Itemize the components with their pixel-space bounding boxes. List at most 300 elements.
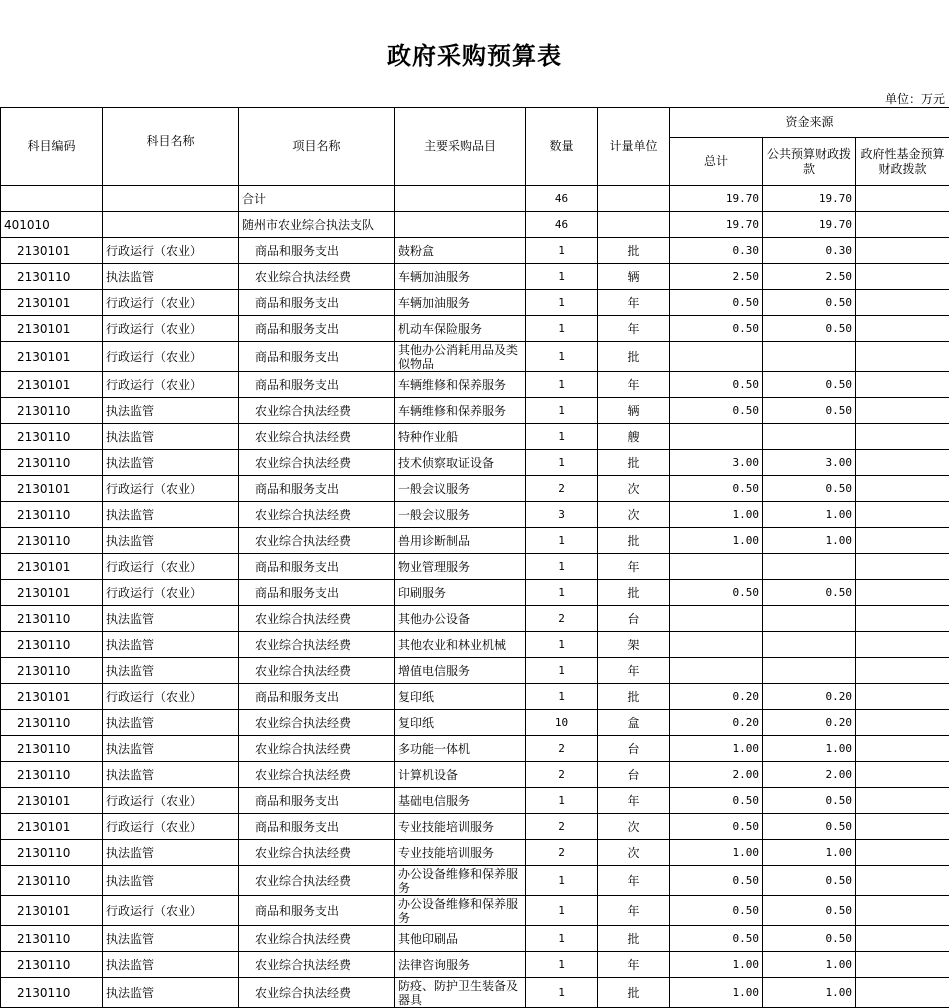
table-row bbox=[1, 316, 949, 342]
cell-item: 物业管理服务 bbox=[395, 554, 526, 580]
cell-name bbox=[103, 186, 239, 212]
cell-total: 3.00 bbox=[670, 450, 763, 476]
cell-code: 2130101 bbox=[1, 342, 103, 372]
page-title: 政府采购预算表 bbox=[0, 36, 949, 71]
cell-qty: 1 bbox=[526, 238, 598, 264]
cell-total: 0.50 bbox=[670, 866, 763, 896]
cell-fund bbox=[856, 788, 949, 814]
cell-name: 执法监管 bbox=[103, 424, 239, 450]
cell-code: 2130101 bbox=[1, 896, 103, 926]
cell-measure: 批 bbox=[598, 684, 670, 710]
cell-total: 0.50 bbox=[670, 926, 763, 952]
table-row bbox=[1, 424, 949, 450]
cell-qty: 1 bbox=[526, 580, 598, 606]
cell-total: 1.00 bbox=[670, 840, 763, 866]
cell-measure: 年 bbox=[598, 658, 670, 684]
cell-item: 其他印刷品 bbox=[395, 926, 526, 952]
cell-project: 商品和服务支出 bbox=[239, 342, 395, 372]
cell-public: 0.50 bbox=[763, 398, 856, 424]
cell-project: 农业综合执法经费 bbox=[239, 398, 395, 424]
cell-item: 其他办公消耗用品及类似物品 bbox=[395, 342, 526, 372]
header-funds: 资金来源 bbox=[670, 108, 949, 138]
cell-total: 2.00 bbox=[670, 762, 763, 788]
table-row bbox=[1, 896, 949, 926]
cell-measure bbox=[598, 212, 670, 238]
cell-public: 0.50 bbox=[763, 926, 856, 952]
cell-code: 2130101 bbox=[1, 554, 103, 580]
table-row bbox=[1, 840, 949, 866]
cell-item bbox=[395, 212, 526, 238]
table-row bbox=[1, 398, 949, 424]
cell-fund bbox=[856, 684, 949, 710]
cell-item: 多功能一体机 bbox=[395, 736, 526, 762]
cell-total: 1.00 bbox=[670, 952, 763, 978]
cell-measure: 辆 bbox=[598, 398, 670, 424]
cell-code: 2130110 bbox=[1, 710, 103, 736]
cell-public: 19.70 bbox=[763, 186, 856, 212]
cell-public: 0.50 bbox=[763, 580, 856, 606]
cell-total: 19.70 bbox=[670, 212, 763, 238]
table-row bbox=[1, 450, 949, 476]
cell-project: 农业综合执法经费 bbox=[239, 528, 395, 554]
cell-total: 1.00 bbox=[670, 502, 763, 528]
cell-measure: 年 bbox=[598, 372, 670, 398]
cell-fund bbox=[856, 450, 949, 476]
cell-public: 0.30 bbox=[763, 238, 856, 264]
cell-public: 2.50 bbox=[763, 264, 856, 290]
cell-public: 2.00 bbox=[763, 762, 856, 788]
cell-item: 其他农业和林业机械 bbox=[395, 632, 526, 658]
cell-project: 农业综合执法经费 bbox=[239, 926, 395, 952]
table-row bbox=[1, 528, 949, 554]
cell-total: 0.20 bbox=[670, 710, 763, 736]
table-row bbox=[1, 658, 949, 684]
cell-total bbox=[670, 424, 763, 450]
cell-item: 车辆加油服务 bbox=[395, 290, 526, 316]
cell-project: 商品和服务支出 bbox=[239, 684, 395, 710]
cell-qty: 2 bbox=[526, 840, 598, 866]
cell-code: 2130101 bbox=[1, 788, 103, 814]
cell-name: 执法监管 bbox=[103, 710, 239, 736]
table-row bbox=[1, 866, 949, 896]
cell-item: 复印纸 bbox=[395, 710, 526, 736]
cell-name: 行政运行（农业） bbox=[103, 238, 239, 264]
cell-measure: 辆 bbox=[598, 264, 670, 290]
table-row bbox=[1, 606, 949, 632]
cell-item: 专业技能培训服务 bbox=[395, 840, 526, 866]
cell-qty: 1 bbox=[526, 316, 598, 342]
cell-name: 执法监管 bbox=[103, 450, 239, 476]
cell-measure: 批 bbox=[598, 450, 670, 476]
cell-item: 特种作业船 bbox=[395, 424, 526, 450]
table-row bbox=[1, 762, 949, 788]
cell-fund bbox=[856, 398, 949, 424]
cell-project: 农业综合执法经费 bbox=[239, 502, 395, 528]
cell-code: 2130110 bbox=[1, 424, 103, 450]
cell-code: 2130110 bbox=[1, 658, 103, 684]
unit-label: 单位：万元 bbox=[885, 90, 945, 107]
cell-name: 执法监管 bbox=[103, 762, 239, 788]
header-item: 主要采购品目 bbox=[395, 108, 526, 186]
table-body bbox=[1, 186, 949, 1008]
cell-measure: 台 bbox=[598, 606, 670, 632]
cell-project: 商品和服务支出 bbox=[239, 372, 395, 398]
cell-measure: 年 bbox=[598, 554, 670, 580]
cell-item: 车辆维修和保养服务 bbox=[395, 398, 526, 424]
cell-item: 办公设备维修和保养服务 bbox=[395, 896, 526, 926]
header-name: 科目名称 bbox=[103, 108, 239, 186]
cell-public: 1.00 bbox=[763, 502, 856, 528]
cell-name: 执法监管 bbox=[103, 840, 239, 866]
cell-qty: 1 bbox=[526, 398, 598, 424]
header-total: 总计 bbox=[670, 138, 763, 186]
cell-code: 2130101 bbox=[1, 316, 103, 342]
cell-project: 农业综合执法经费 bbox=[239, 606, 395, 632]
cell-measure: 批 bbox=[598, 528, 670, 554]
cell-total: 1.00 bbox=[670, 528, 763, 554]
cell-qty: 46 bbox=[526, 212, 598, 238]
cell-name: 行政运行（农业） bbox=[103, 316, 239, 342]
cell-name: 执法监管 bbox=[103, 528, 239, 554]
table-row bbox=[1, 580, 949, 606]
cell-fund bbox=[856, 736, 949, 762]
cell-code: 2130110 bbox=[1, 398, 103, 424]
cell-name: 执法监管 bbox=[103, 632, 239, 658]
cell-item: 基础电信服务 bbox=[395, 788, 526, 814]
cell-fund bbox=[856, 814, 949, 840]
header-measure: 计量单位 bbox=[598, 108, 670, 186]
cell-measure: 年 bbox=[598, 896, 670, 926]
cell-name: 执法监管 bbox=[103, 606, 239, 632]
table-row bbox=[1, 238, 949, 264]
cell-item: 一般会议服务 bbox=[395, 476, 526, 502]
table-row bbox=[1, 926, 949, 952]
cell-measure: 次 bbox=[598, 476, 670, 502]
cell-code: 2130110 bbox=[1, 926, 103, 952]
cell-fund bbox=[856, 264, 949, 290]
cell-total: 0.50 bbox=[670, 814, 763, 840]
cell-total: 0.50 bbox=[670, 398, 763, 424]
cell-fund bbox=[856, 866, 949, 896]
cell-name: 行政运行（农业） bbox=[103, 554, 239, 580]
cell-qty: 10 bbox=[526, 710, 598, 736]
cell-code: 2130110 bbox=[1, 606, 103, 632]
cell-code: 2130101 bbox=[1, 238, 103, 264]
cell-project: 农业综合执法经费 bbox=[239, 450, 395, 476]
cell-qty: 2 bbox=[526, 476, 598, 502]
cell-code: 2130101 bbox=[1, 814, 103, 840]
cell-project: 商品和服务支出 bbox=[239, 788, 395, 814]
cell-fund bbox=[856, 926, 949, 952]
cell-fund bbox=[856, 632, 949, 658]
cell-code: 401010 bbox=[1, 212, 103, 238]
cell-item: 一般会议服务 bbox=[395, 502, 526, 528]
cell-total: 0.50 bbox=[670, 896, 763, 926]
cell-public: 0.50 bbox=[763, 866, 856, 896]
cell-measure: 架 bbox=[598, 632, 670, 658]
cell-public: 1.00 bbox=[763, 736, 856, 762]
cell-item: 鼓粉盒 bbox=[395, 238, 526, 264]
cell-item: 法律咨询服务 bbox=[395, 952, 526, 978]
header-fund: 政府性基金预算财政拨款 bbox=[856, 138, 949, 186]
cell-total bbox=[670, 658, 763, 684]
cell-item: 车辆加油服务 bbox=[395, 264, 526, 290]
cell-qty: 1 bbox=[526, 896, 598, 926]
table-row bbox=[1, 212, 949, 238]
cell-item bbox=[395, 186, 526, 212]
cell-item: 专业技能培训服务 bbox=[395, 814, 526, 840]
cell-measure: 批 bbox=[598, 238, 670, 264]
cell-fund bbox=[856, 978, 949, 1008]
cell-total: 0.50 bbox=[670, 372, 763, 398]
table-row bbox=[1, 264, 949, 290]
cell-qty: 1 bbox=[526, 264, 598, 290]
header-project: 项目名称 bbox=[239, 108, 395, 186]
cell-qty: 1 bbox=[526, 424, 598, 450]
cell-code: 2130110 bbox=[1, 736, 103, 762]
cell-name: 行政运行（农业） bbox=[103, 580, 239, 606]
cell-code: 2130110 bbox=[1, 528, 103, 554]
cell-fund bbox=[856, 710, 949, 736]
table-row bbox=[1, 342, 949, 372]
cell-name: 行政运行（农业） bbox=[103, 896, 239, 926]
cell-qty: 46 bbox=[526, 186, 598, 212]
cell-item: 增值电信服务 bbox=[395, 658, 526, 684]
cell-measure: 台 bbox=[598, 762, 670, 788]
cell-fund bbox=[856, 212, 949, 238]
cell-project: 商品和服务支出 bbox=[239, 814, 395, 840]
cell-item: 办公设备维修和保养服务 bbox=[395, 866, 526, 896]
cell-code: 2130101 bbox=[1, 290, 103, 316]
cell-total: 0.50 bbox=[670, 316, 763, 342]
cell-project: 农业综合执法经费 bbox=[239, 632, 395, 658]
cell-name bbox=[103, 212, 239, 238]
cell-measure: 年 bbox=[598, 788, 670, 814]
table-row bbox=[1, 814, 949, 840]
cell-total bbox=[670, 606, 763, 632]
cell-code: 2130110 bbox=[1, 978, 103, 1008]
cell-name: 行政运行（农业） bbox=[103, 814, 239, 840]
cell-fund bbox=[856, 658, 949, 684]
cell-project: 农业综合执法经费 bbox=[239, 424, 395, 450]
cell-project: 农业综合执法经费 bbox=[239, 264, 395, 290]
cell-total: 0.30 bbox=[670, 238, 763, 264]
cell-measure: 批 bbox=[598, 978, 670, 1008]
cell-public bbox=[763, 342, 856, 372]
cell-total: 0.20 bbox=[670, 684, 763, 710]
cell-code: 2130110 bbox=[1, 502, 103, 528]
cell-public: 0.20 bbox=[763, 684, 856, 710]
cell-public: 0.50 bbox=[763, 290, 856, 316]
cell-name: 执法监管 bbox=[103, 978, 239, 1008]
table-row bbox=[1, 476, 949, 502]
cell-project: 商品和服务支出 bbox=[239, 476, 395, 502]
cell-total: 0.50 bbox=[670, 290, 763, 316]
cell-name: 执法监管 bbox=[103, 658, 239, 684]
cell-item: 机动车保险服务 bbox=[395, 316, 526, 342]
cell-total: 0.50 bbox=[670, 580, 763, 606]
table-row bbox=[1, 372, 949, 398]
cell-qty: 1 bbox=[526, 290, 598, 316]
cell-qty: 3 bbox=[526, 502, 598, 528]
cell-project: 农业综合执法经费 bbox=[239, 658, 395, 684]
cell-measure: 批 bbox=[598, 926, 670, 952]
cell-project: 合计 bbox=[239, 186, 395, 212]
cell-fund bbox=[856, 952, 949, 978]
cell-project: 农业综合执法经费 bbox=[239, 866, 395, 896]
cell-public: 0.50 bbox=[763, 372, 856, 398]
cell-qty: 1 bbox=[526, 952, 598, 978]
cell-public: 19.70 bbox=[763, 212, 856, 238]
cell-measure: 盒 bbox=[598, 710, 670, 736]
cell-item: 防疫、防护卫生装备及器具 bbox=[395, 978, 526, 1008]
cell-total: 19.70 bbox=[670, 186, 763, 212]
table-row bbox=[1, 788, 949, 814]
cell-measure: 年 bbox=[598, 290, 670, 316]
cell-public: 0.50 bbox=[763, 316, 856, 342]
cell-name: 执法监管 bbox=[103, 952, 239, 978]
cell-qty: 1 bbox=[526, 342, 598, 372]
cell-fund bbox=[856, 580, 949, 606]
cell-project: 随州市农业综合执法支队 bbox=[239, 212, 395, 238]
header-qty: 数量 bbox=[526, 108, 598, 186]
cell-name: 执法监管 bbox=[103, 926, 239, 952]
cell-measure: 批 bbox=[598, 342, 670, 372]
cell-code bbox=[1, 186, 103, 212]
cell-fund bbox=[856, 342, 949, 372]
cell-qty: 1 bbox=[526, 528, 598, 554]
cell-fund bbox=[856, 372, 949, 398]
table-row bbox=[1, 952, 949, 978]
cell-name: 行政运行（农业） bbox=[103, 342, 239, 372]
cell-fund bbox=[856, 476, 949, 502]
cell-project: 农业综合执法经费 bbox=[239, 710, 395, 736]
cell-code: 2130110 bbox=[1, 632, 103, 658]
cell-public: 0.50 bbox=[763, 814, 856, 840]
cell-public bbox=[763, 606, 856, 632]
cell-qty: 1 bbox=[526, 658, 598, 684]
table-row bbox=[1, 632, 949, 658]
table-row bbox=[1, 290, 949, 316]
table-row bbox=[1, 186, 949, 212]
cell-measure: 次 bbox=[598, 502, 670, 528]
cell-public: 1.00 bbox=[763, 840, 856, 866]
cell-item: 复印纸 bbox=[395, 684, 526, 710]
cell-measure: 艘 bbox=[598, 424, 670, 450]
cell-code: 2130110 bbox=[1, 264, 103, 290]
cell-code: 2130110 bbox=[1, 840, 103, 866]
cell-project: 商品和服务支出 bbox=[239, 290, 395, 316]
cell-code: 2130110 bbox=[1, 450, 103, 476]
cell-qty: 2 bbox=[526, 606, 598, 632]
cell-measure: 台 bbox=[598, 736, 670, 762]
cell-name: 行政运行（农业） bbox=[103, 788, 239, 814]
cell-item: 其他办公设备 bbox=[395, 606, 526, 632]
cell-fund bbox=[856, 316, 949, 342]
table-row bbox=[1, 736, 949, 762]
cell-project: 农业综合执法经费 bbox=[239, 978, 395, 1008]
cell-total bbox=[670, 554, 763, 580]
cell-fund bbox=[856, 528, 949, 554]
table-row bbox=[1, 554, 949, 580]
cell-qty: 1 bbox=[526, 788, 598, 814]
table-row bbox=[1, 684, 949, 710]
cell-project: 农业综合执法经费 bbox=[239, 952, 395, 978]
cell-fund bbox=[856, 840, 949, 866]
cell-fund bbox=[856, 762, 949, 788]
cell-project: 商品和服务支出 bbox=[239, 316, 395, 342]
cell-total: 2.50 bbox=[670, 264, 763, 290]
cell-fund bbox=[856, 502, 949, 528]
cell-qty: 1 bbox=[526, 450, 598, 476]
header-code: 科目编码 bbox=[1, 108, 103, 186]
table-row bbox=[1, 978, 949, 1008]
budget-table bbox=[0, 107, 949, 1008]
cell-item: 车辆维修和保养服务 bbox=[395, 372, 526, 398]
cell-name: 行政运行（农业） bbox=[103, 684, 239, 710]
cell-qty: 1 bbox=[526, 926, 598, 952]
cell-qty: 2 bbox=[526, 762, 598, 788]
cell-qty: 1 bbox=[526, 554, 598, 580]
cell-public: 1.00 bbox=[763, 978, 856, 1008]
cell-public bbox=[763, 424, 856, 450]
cell-total bbox=[670, 342, 763, 372]
cell-fund bbox=[856, 290, 949, 316]
cell-public: 0.20 bbox=[763, 710, 856, 736]
cell-item: 计算机设备 bbox=[395, 762, 526, 788]
cell-measure: 次 bbox=[598, 814, 670, 840]
cell-public: 1.00 bbox=[763, 528, 856, 554]
cell-public bbox=[763, 554, 856, 580]
cell-name: 行政运行（农业） bbox=[103, 290, 239, 316]
cell-code: 2130101 bbox=[1, 684, 103, 710]
cell-project: 农业综合执法经费 bbox=[239, 762, 395, 788]
cell-code: 2130110 bbox=[1, 866, 103, 896]
cell-public bbox=[763, 658, 856, 684]
cell-fund bbox=[856, 896, 949, 926]
cell-public: 0.50 bbox=[763, 476, 856, 502]
cell-measure: 批 bbox=[598, 580, 670, 606]
cell-code: 2130101 bbox=[1, 372, 103, 398]
cell-name: 行政运行（农业） bbox=[103, 372, 239, 398]
cell-measure: 年 bbox=[598, 316, 670, 342]
cell-name: 执法监管 bbox=[103, 866, 239, 896]
cell-item: 印刷服务 bbox=[395, 580, 526, 606]
cell-qty: 1 bbox=[526, 684, 598, 710]
cell-project: 商品和服务支出 bbox=[239, 238, 395, 264]
table-row bbox=[1, 710, 949, 736]
cell-qty: 1 bbox=[526, 978, 598, 1008]
cell-fund bbox=[856, 186, 949, 212]
cell-measure: 次 bbox=[598, 840, 670, 866]
cell-public: 0.50 bbox=[763, 788, 856, 814]
header-public: 公共预算财政拨款 bbox=[763, 138, 856, 186]
cell-name: 执法监管 bbox=[103, 264, 239, 290]
cell-name: 执法监管 bbox=[103, 398, 239, 424]
cell-fund bbox=[856, 554, 949, 580]
cell-total: 0.50 bbox=[670, 788, 763, 814]
cell-fund bbox=[856, 606, 949, 632]
cell-measure: 年 bbox=[598, 952, 670, 978]
cell-project: 农业综合执法经费 bbox=[239, 840, 395, 866]
cell-project: 商品和服务支出 bbox=[239, 896, 395, 926]
cell-measure: 年 bbox=[598, 866, 670, 896]
cell-item: 技术侦察取证设备 bbox=[395, 450, 526, 476]
cell-total: 1.00 bbox=[670, 978, 763, 1008]
cell-code: 2130110 bbox=[1, 952, 103, 978]
cell-code: 2130110 bbox=[1, 762, 103, 788]
cell-name: 执法监管 bbox=[103, 736, 239, 762]
